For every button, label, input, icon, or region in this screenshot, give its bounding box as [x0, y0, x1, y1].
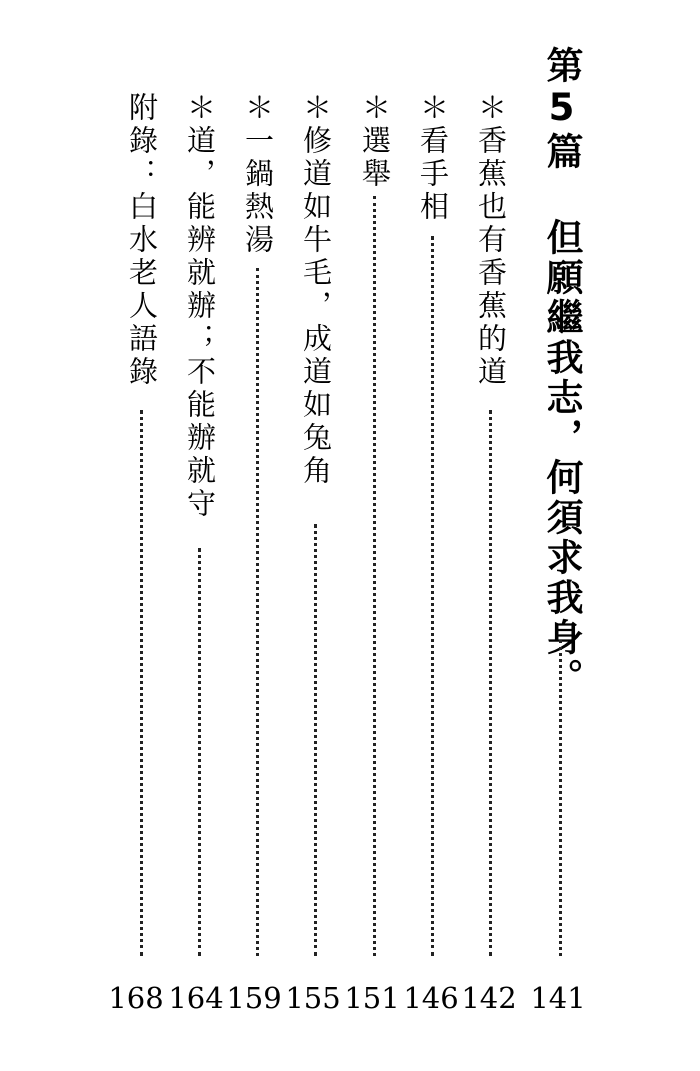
dot-leader: [373, 196, 376, 956]
toc-entry-title: ＊道，能辨就辦；不能辦就守: [183, 92, 217, 521]
toc-entry-page: 164: [168, 981, 224, 1015]
toc-entry-title: 附錄：白水老人語錄: [125, 92, 159, 389]
toc-entry-title: ＊修道如牛毛，成道如兔角: [299, 92, 333, 488]
dot-leader: [198, 548, 201, 956]
toc-entry[interactable]: [233, 92, 283, 972]
toc-entry[interactable]: [291, 92, 341, 972]
dot-leader: [314, 524, 317, 956]
toc-entry-page: 151: [344, 981, 400, 1015]
dot-leader: [431, 236, 434, 956]
toc-entry-title: ＊選舉: [358, 92, 392, 191]
toc-heading-page: 141: [530, 981, 586, 1015]
dot-leader: [489, 410, 492, 956]
toc-entry[interactable]: [117, 92, 167, 972]
toc-heading-title: 第5篇 但願繼我志，何須求我身。: [540, 46, 583, 698]
dot-leader: [559, 640, 562, 956]
toc-entry-page: 159: [226, 981, 282, 1015]
toc-entry[interactable]: [350, 92, 400, 972]
toc-entry[interactable]: [466, 92, 516, 972]
toc-entry-page: 142: [461, 981, 517, 1015]
toc-entry-title: ＊看手相: [416, 92, 450, 224]
toc-heading: [536, 46, 586, 972]
toc-entry-page: 155: [285, 981, 341, 1015]
toc-entry-page: 146: [403, 981, 459, 1015]
toc-entry-title: ＊一鍋熱湯: [241, 92, 275, 257]
toc-entry[interactable]: [175, 92, 225, 972]
dot-leader: [256, 268, 259, 956]
toc-entry-title: ＊香蕉也有香蕉的道: [474, 92, 508, 389]
toc-entry[interactable]: [408, 92, 458, 972]
toc-entry-page: 168: [108, 981, 164, 1015]
dot-leader: [140, 410, 143, 956]
